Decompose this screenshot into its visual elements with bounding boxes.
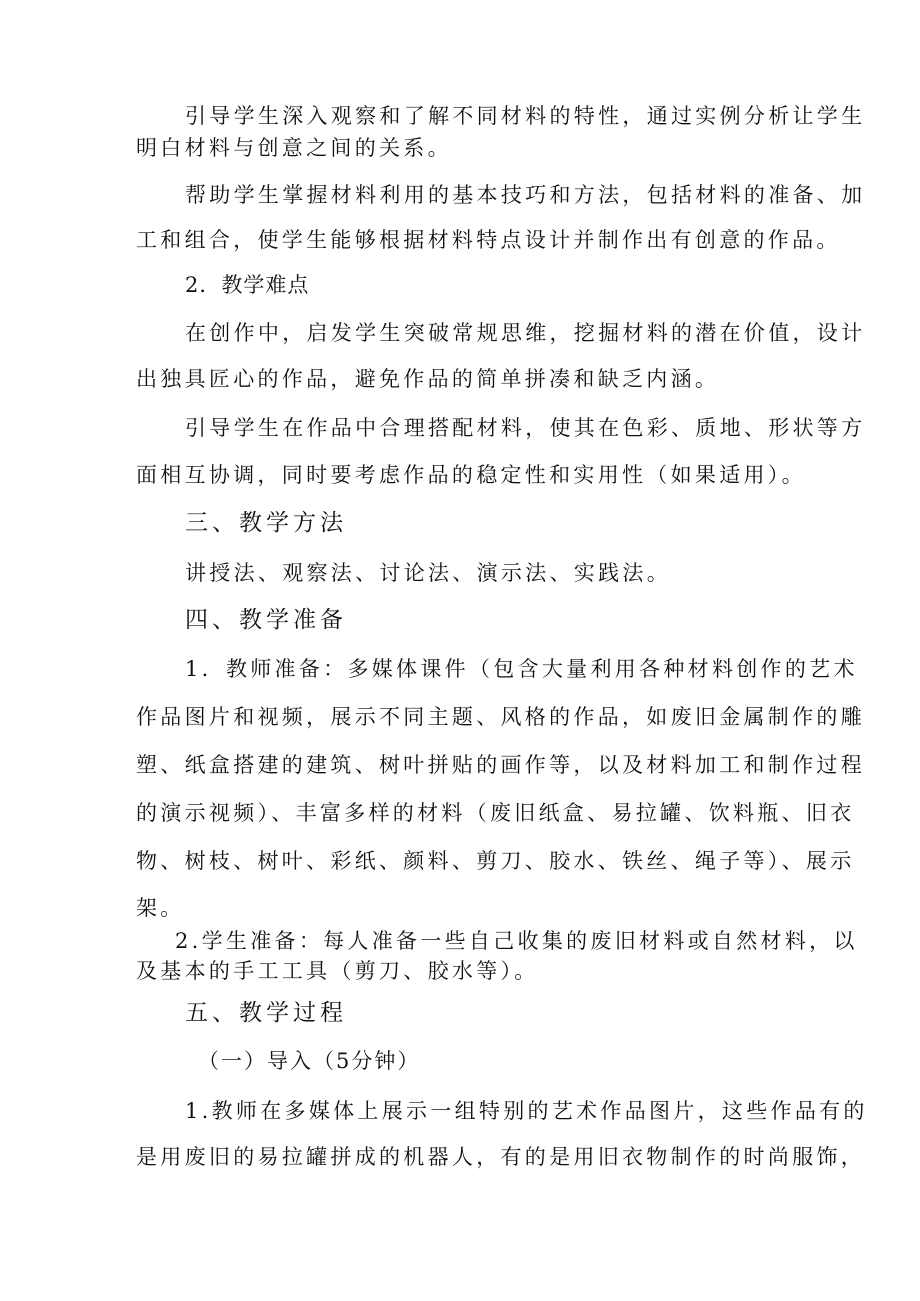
- section-heading-prep: 四、教学准备: [185, 607, 347, 633]
- paragraph-1-line-1: 引导学生深入观察和了解不同材料的特性，通过实例分析让学生: [185, 104, 866, 128]
- subsection-heading-intro: （一）导入（5分钟）: [198, 1049, 421, 1073]
- paragraph-4-line-1: 引导学生在作品中合理搭配材料，使其在色彩、质地、形状等方: [185, 416, 866, 440]
- section-heading-process: 五、教学过程: [185, 1000, 347, 1026]
- paragraph-6-line-5: 物、树枝、树叶、彩纸、颜料、剪刀、胶水、铁丝、绳子等）、展示: [136, 849, 855, 873]
- section-heading-difficulty: 2．教学难点: [185, 273, 310, 297]
- paragraph-5-line-1: 讲授法、观察法、讨论法、演示法、实践法。: [185, 561, 671, 585]
- paragraph-4-line-2: 面相互协调，同时要考虑作品的稳定性和实用性（如果适用）。: [136, 463, 806, 487]
- section-heading-method: 三、教学方法: [185, 510, 347, 536]
- paragraph-6-line-6: 架。: [136, 896, 185, 920]
- paragraph-3-line-1: 在创作中，启发学生突破常规思维，挖掘材料的潜在价值，设计: [185, 321, 866, 345]
- paragraph-3-line-2: 出独具匠心的作品，避免作品的简单拼凑和缺乏内涵。: [136, 367, 720, 391]
- paragraph-7-line-1: 2.学生准备：每人准备一些自己收集的废旧材料或自然材料，以: [175, 929, 858, 953]
- paragraph-1-line-2: 明白材料与创意之间的关系。: [136, 136, 452, 160]
- paragraph-2-line-2: 工和组合，使学生能够根据材料特点设计并制作出有创意的作品。: [136, 228, 841, 252]
- paragraph-8-line-1: 1.教师在多媒体上展示一组特别的艺术作品图片，这些作品有的: [185, 1099, 868, 1123]
- paragraph-6-line-2: 作品图片和视频，展示不同主题、风格的作品，如废旧金属制作的雕: [136, 705, 865, 729]
- paragraph-6-line-1: 1．教师准备：多媒体课件（包含大量利用各种材料创作的艺术: [185, 657, 858, 681]
- paragraph-6-line-4: 的演示视频）、丰富多样的材料（废旧纸盒、易拉罐、饮料瓶、旧衣: [136, 801, 855, 825]
- paragraph-7-line-2: 及基本的手工工具（剪刀、胶水等）。: [136, 959, 539, 983]
- paragraph-2-line-1: 帮助学生掌握材料利用的基本技巧和方法，包括材料的准备、加: [185, 183, 866, 207]
- paragraph-6-line-3: 塑、纸盒搭建的建筑、树叶拼贴的画作等，以及材料加工和制作过程: [136, 753, 865, 777]
- paragraph-8-line-2: 是用废旧的易拉罐拼成的机器人，有的是用旧衣物制作的时尚服饰，: [136, 1145, 865, 1169]
